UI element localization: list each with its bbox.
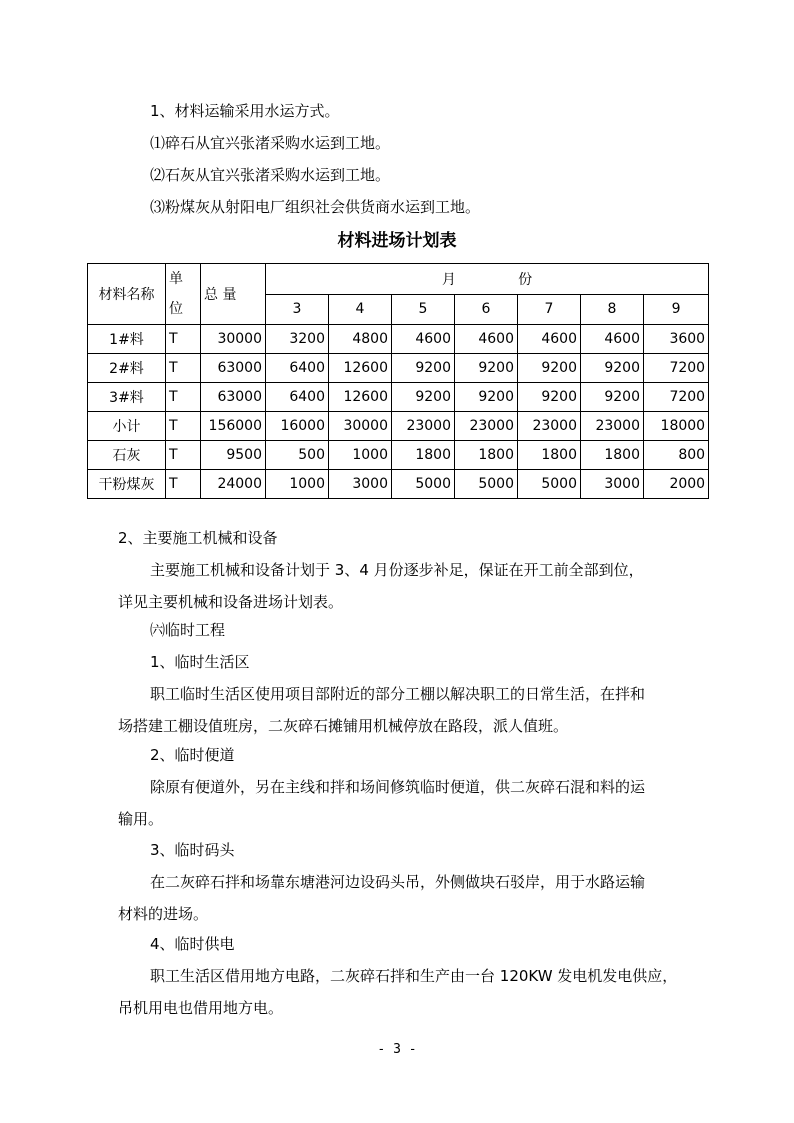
row-month-value: 6400 [266,354,329,383]
row-month-value: 12600 [329,383,392,412]
section1-item-2: ⑵石灰从宜兴张渚采购水运到工地。 [150,166,391,184]
header-month-cell: 4 [329,294,392,325]
row-month-value: 3600 [644,325,709,354]
section2-paragraph-line-1: 主要施工机械和设备计划于 3、4 月份逐步补足，保证在开工前全部到位， [150,561,644,579]
row-month-value: 7200 [644,354,709,383]
row-material-name: 石灰 [88,441,166,470]
row-month-value: 1000 [266,470,329,499]
header-month-cell: 9 [644,294,709,325]
table-row [88,325,709,354]
row-unit: T [166,325,201,354]
header-month: 月 份 [266,264,709,295]
header-total: 总 量 [201,264,266,325]
row-month-value: 1000 [329,441,392,470]
temp-wharf-line-1: 在二灰碎石拌和场靠东塘港河边设码头吊，外侧做块石驳岸，用于水路运输 [150,873,646,891]
row-month-value: 1800 [392,441,455,470]
row-month-value: 4600 [455,325,518,354]
row-unit: T [166,470,201,499]
header-material-name: 材料名称 [88,264,166,325]
section2-heading: 2、主要施工机械和设备 [118,529,278,547]
row-total: 156000 [201,412,266,441]
row-month-value: 2000 [644,470,709,499]
table-header-row-1 [88,264,709,295]
row-month-value: 9200 [581,383,644,412]
header-month-cell: 7 [518,294,581,325]
header-month-cell: 6 [455,294,518,325]
row-month-value: 9200 [392,354,455,383]
temp-living-line-1: 职工临时生活区使用项目部附近的部分工棚以解决职工的日常生活，在拌和 [150,685,646,703]
row-month-value: 9200 [518,354,581,383]
row-month-value: 9200 [392,383,455,412]
row-month-value: 23000 [581,412,644,441]
row-month-value: 23000 [455,412,518,441]
row-month-value: 1800 [455,441,518,470]
temp-road-heading: 2、临时便道 [150,746,235,764]
header-unit-line2: 位 [169,301,183,317]
row-month-value: 1800 [581,441,644,470]
section2-paragraph-line-2: 详见主要机械和设备进场计划表。 [118,593,344,611]
table-row [88,441,709,470]
row-month-value: 6400 [266,383,329,412]
row-month-value: 1800 [518,441,581,470]
row-month-value: 7200 [644,383,709,412]
row-total: 24000 [201,470,266,499]
row-month-value: 9200 [518,383,581,412]
row-material-name: 3#料 [88,383,166,412]
table-row [88,412,709,441]
row-material-name: 小计 [88,412,166,441]
header-month-cell: 5 [392,294,455,325]
row-month-value: 500 [266,441,329,470]
header-month-cell: 3 [266,294,329,325]
temp-living-line-2: 场搭建工棚设值班房，二灰碎石摊铺用机械停放在路段，派人值班。 [118,717,569,735]
row-month-value: 5000 [392,470,455,499]
temp-road-line-1: 除原有便道外，另在主线和拌和场间修筑临时便道，供二灰碎石混和料的运 [150,778,646,796]
material-plan-table [87,263,709,499]
row-month-value: 4600 [518,325,581,354]
row-unit: T [166,412,201,441]
table-title: 材料进场计划表 [337,231,457,251]
row-month-value: 800 [644,441,709,470]
row-total: 63000 [201,383,266,412]
row-total: 63000 [201,354,266,383]
row-unit: T [166,354,201,383]
header-unit-line1: 单 [169,271,183,287]
row-month-value: 30000 [329,412,392,441]
temp-road-line-2: 输用。 [118,810,164,828]
temp-wharf-heading: 3、临时码头 [150,841,235,859]
header-unit [166,264,201,325]
page-number: - 3 - [377,1042,417,1057]
temp-wharf-line-2: 材料的进场。 [118,905,209,923]
row-month-value: 5000 [518,470,581,499]
temp-power-line-2: 吊机用电也借用地方电。 [118,999,284,1017]
row-month-value: 4600 [392,325,455,354]
row-unit: T [166,441,201,470]
row-month-value: 9200 [455,383,518,412]
row-total: 9500 [201,441,266,470]
table-body [88,325,709,499]
row-month-value: 4800 [329,325,392,354]
section1-heading: 1、材料运输采用水运方式。 [150,102,340,120]
header-month-cell: 8 [581,294,644,325]
row-month-value: 5000 [455,470,518,499]
section1-item-3: ⑶粉煤灰从射阳电厂组织社会供货商水运到工地。 [150,198,481,216]
table-row [88,354,709,383]
row-month-value: 4600 [581,325,644,354]
row-unit: T [166,383,201,412]
row-material-name: 1#料 [88,325,166,354]
temp-works-heading: ㈥临时工程 [150,621,226,639]
table-row [88,470,709,499]
temp-power-heading: 4、临时供电 [150,935,235,953]
row-month-value: 3000 [329,470,392,499]
table-row [88,383,709,412]
temp-living-heading: 1、临时生活区 [150,653,250,671]
row-month-value: 3000 [581,470,644,499]
row-total: 30000 [201,325,266,354]
temp-power-line-1: 职工生活区借用地方电路，二灰碎石拌和生产由一台 120KW 发电机发电供应， [150,967,678,985]
row-month-value: 12600 [329,354,392,383]
row-material-name: 2#料 [88,354,166,383]
row-month-value: 16000 [266,412,329,441]
row-month-value: 23000 [518,412,581,441]
row-month-value: 3200 [266,325,329,354]
row-month-value: 9200 [455,354,518,383]
row-material-name: 干粉煤灰 [88,470,166,499]
section1-item-1: ⑴碎石从宜兴张渚采购水运到工地。 [150,134,391,152]
row-month-value: 18000 [644,412,709,441]
row-month-value: 9200 [581,354,644,383]
row-month-value: 23000 [392,412,455,441]
